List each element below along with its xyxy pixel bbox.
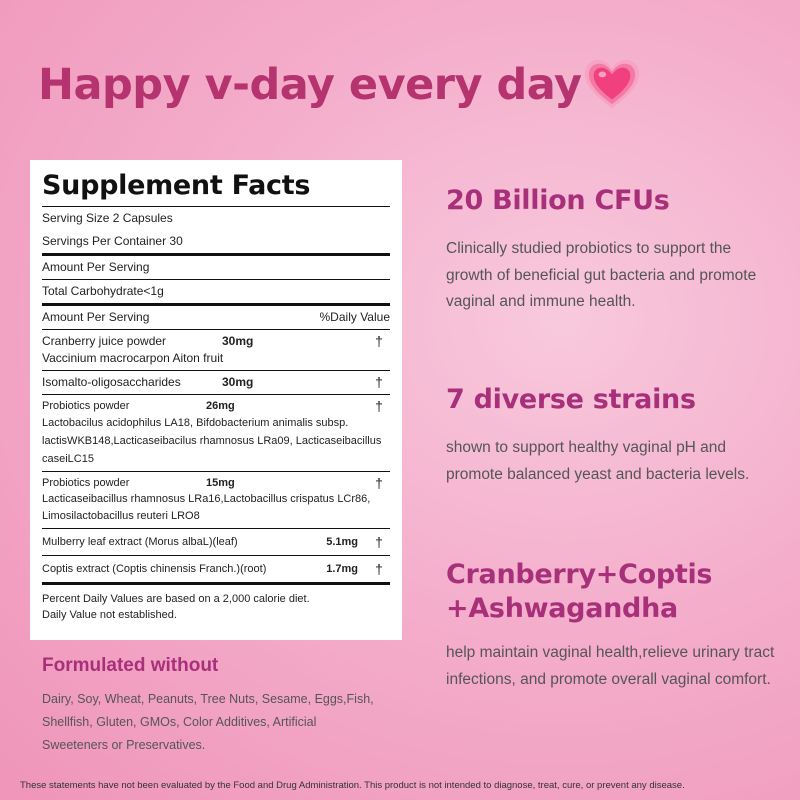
ingredient-name: Cranberry juice powder [42,334,167,348]
ingredient-name: Probiotics powder [42,400,130,412]
feature-cfus [446,184,776,316]
feature-title: 20 Billion CFUs [446,185,670,216]
formulated-without-text: Dairy, Soy, Wheat, Peanuts, Tree Nuts, Sesame, Eggs,Fish, Shellfish, Gluten, GMOs, Color Additives, Artificial Sweeteners or Preservatives. [42,692,374,752]
ingredient-detail: Lacticaseibacillus rhamnosus LRa16,Lactobacillus crispatus LCr86, Limosilactobacillus reuteri LRO8 [42,493,371,522]
dagger-symbol: † [375,374,383,390]
heart-icon [583,58,641,112]
ingredient-amount: 30mg [222,375,254,389]
ingredient-name: Probiotics powder [42,477,130,489]
serving-size: Serving Size 2 Capsules [42,206,390,230]
ingredient-row [42,471,390,528]
ingredient-row [42,528,390,555]
ingredient-name: Coptis extract (Coptis chinensis Franch.)(root) [42,563,267,575]
ingredient-row [42,394,390,471]
formulated-without-title: Formulated without [42,655,219,676]
dagger-symbol: † [375,398,383,414]
ingredient-amount: 1.7mg [326,563,358,575]
dagger-symbol: † [375,534,383,550]
dagger-symbol: † [375,561,383,577]
facts-title: Supplement Facts [42,170,311,201]
supplement-facts-panel [30,160,402,640]
headline [38,58,641,112]
ingredient-name: Mulberry leaf extract (Morus albaL)(leaf) [42,536,238,548]
feature-text: help maintain vaginal health,relieve urinary tract infections, and promote overall vaginal comfort. [446,644,775,688]
footnote [42,582,390,623]
ingredient-amount: 30mg [222,334,254,348]
feature-text: shown to support healthy vaginal pH and promote balanced yeast and bacteria levels. [446,439,750,483]
footnote-line-1: Percent Daily Values are based on a 2,000 calorie diet. [42,593,310,605]
ingredient-detail: Vaccinium macrocarpon Aiton fruit [42,351,224,365]
feature-text: Clinically studied probiotics to support the growth of beneficial gut bacteria and promote vaginal and immune health. [446,240,757,310]
headline-text: Happy v-day every day [38,60,582,110]
daily-value-header: %Daily Value [319,310,390,324]
ingredient-detail: Lactobacilus acidophilus LA18, Bifdobacterium animalis subsp. lactisWKB148,Lacticaseibacilus rhamnosus LRa09, Lacticaseibacillus caseiLC15 [42,417,382,465]
total-carbohydrate: Total Carbohydrate<1g [42,279,390,303]
footnote-line-2: Daily Value not established. [42,609,177,621]
ingredient-row [42,370,390,394]
amount-per-serving-2: Amount Per Serving [42,310,150,324]
ingredient-amount: 26mg [206,400,235,412]
amount-header-row [42,303,390,329]
ingredient-row [42,555,390,582]
ingredient-row [42,329,390,370]
feature-strains [446,383,776,488]
ingredient-amount: 5.1mg [326,536,358,548]
feature-title: Cranberry+Coptis +Ashwagandha [446,559,713,624]
servings-per-container: Servings Per Container 30 [42,234,183,248]
ingredient-amount: 15mg [206,477,235,489]
amount-per-serving: Amount Per Serving [42,253,390,279]
feature-title: 7 diverse strains [446,384,696,415]
feature-ingredients [446,558,776,693]
dagger-symbol: † [375,475,383,491]
ingredient-name: Isomalto-oligosaccharides [42,375,181,389]
dagger-symbol: † [375,333,383,349]
fda-disclaimer: These statements have not been evaluated by the Food and Drug Administration. This product is not intended to diagnose, treat, cure, or prevent any disease. [20,780,685,791]
